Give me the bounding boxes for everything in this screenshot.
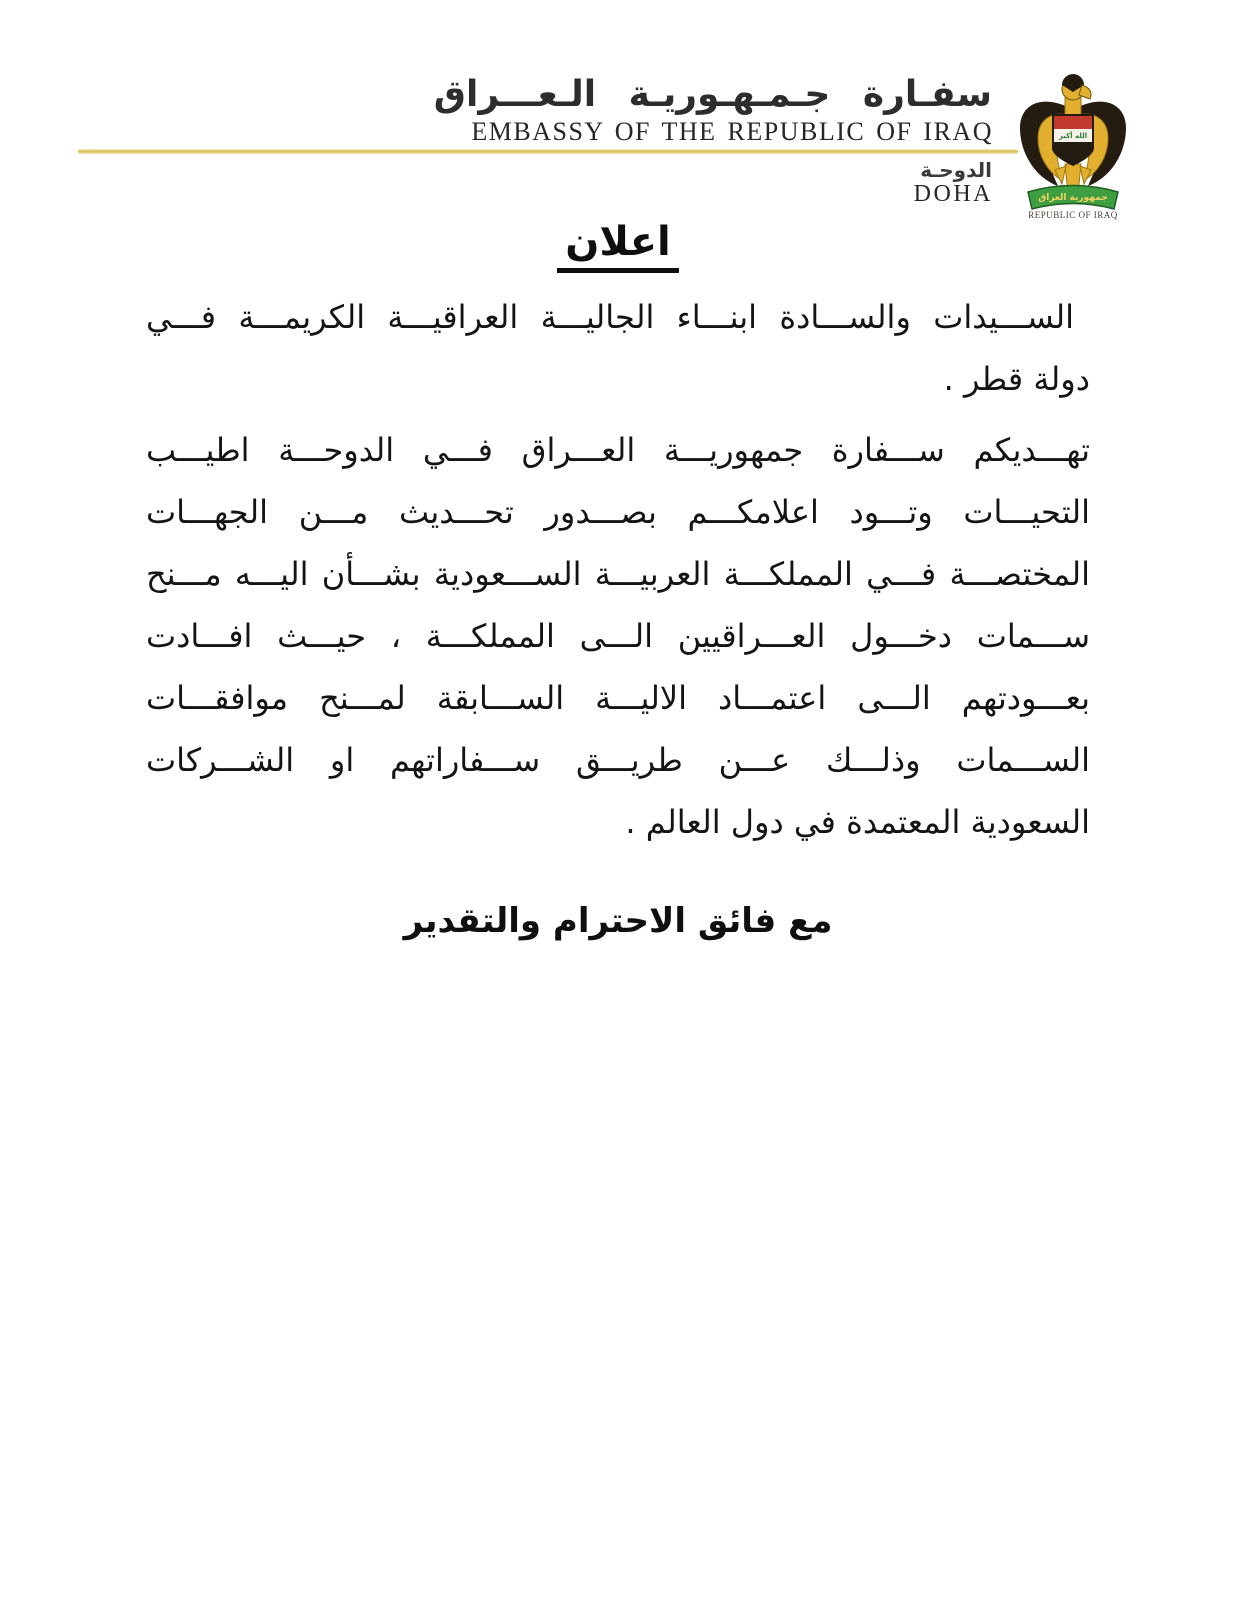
iraq-coat-of-arms-icon bbox=[1012, 72, 1134, 220]
paragraph-announcement bbox=[146, 419, 1090, 853]
paragraph-greeting bbox=[146, 286, 1090, 410]
announcement-title bbox=[0, 219, 1236, 273]
body-line: السعودية المعتمدة في دول العالم . bbox=[625, 803, 1090, 841]
city-name-english: DOHA bbox=[913, 181, 993, 207]
body-line: دولة قطر . bbox=[943, 360, 1090, 398]
body-line: الســـمات وذلـــك عـــن طريـــق ســـفاراتهم او الشـــركات bbox=[146, 741, 1090, 779]
body-line: المختصـــة فـــي المملكـــة العربيـــة الســـعودية بشـــأن اليـــه مـــنح bbox=[146, 555, 1090, 593]
gold-divider-rule bbox=[78, 149, 1018, 154]
eagle-eye bbox=[1075, 85, 1078, 88]
emblem-caption: REPUBLIC OF IRAQ bbox=[1028, 210, 1118, 220]
body-line: التحيـــات وتـــود اعلامكـــم بصـــدور تحـــديث مـــن الجهـــات bbox=[146, 493, 1090, 531]
flag-takbir-text: الله أكبر bbox=[1058, 132, 1088, 140]
closing-salutation: مع فائق الاحترام والتقدير bbox=[403, 901, 833, 941]
ribbon-text: جمهورية العراق bbox=[1038, 193, 1108, 203]
announcement-title-text: اعلان bbox=[557, 219, 679, 273]
embassy-name-arabic: سفـارة جـمـهـوريـة الـعـــراق bbox=[433, 74, 992, 115]
body-line: بعـــودتهم الـــى اعتمـــاد الاليـــة الســـابقة لمـــنح موافقـــات bbox=[146, 679, 1090, 717]
body-line: ســـمات دخـــول العـــراقيين الـــى المملكـــة ، حيـــث افـــادت bbox=[146, 617, 1090, 655]
body-line: تهـــديكم ســـفارة جمهوريـــة العـــراق فـــي الدوحـــة اطيـــب bbox=[146, 431, 1090, 469]
flag-stripe-black bbox=[1054, 142, 1092, 163]
letter-body bbox=[146, 286, 1090, 853]
flag-stripe-red bbox=[1054, 116, 1092, 129]
city-name-arabic: الدوحـة bbox=[920, 158, 992, 182]
body-line: الســـيدات والســـادة ابنـــاء الجاليـــة العراقيـــة الكريمـــة فـــي bbox=[146, 298, 1074, 336]
embassy-name-english: EMBASSY OF THE REPUBLIC OF IRAQ bbox=[471, 117, 993, 146]
